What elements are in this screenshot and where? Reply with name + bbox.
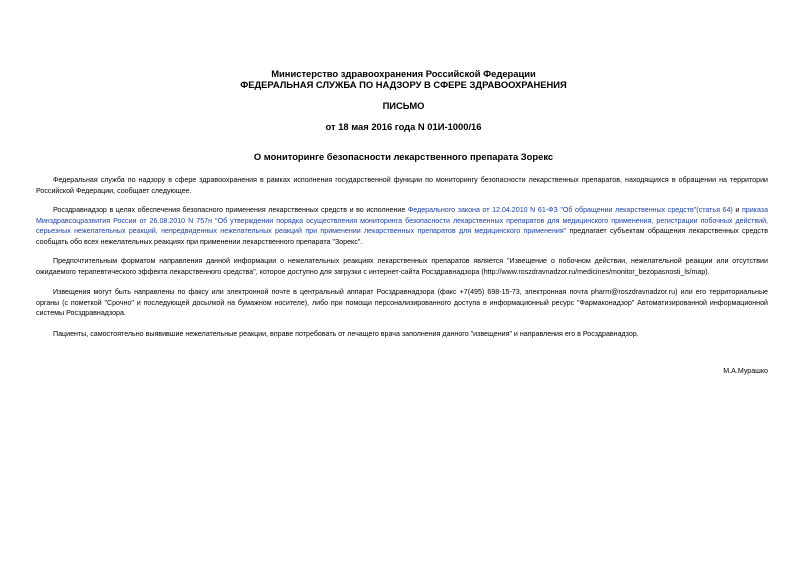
paragraph-2-text-2: и <box>732 206 742 214</box>
document-type: ПИСЬМО <box>382 100 425 111</box>
document-subject: О мониторинге безопасности лекарственного препарата Зорекс <box>253 151 554 162</box>
paragraph-5: Пациенты, самостоятельно выявившие нежелательные реакции, вправе потребовать от лечащего врача заполнения данного "извещения" и направления его в Росздравнадзор. <box>53 330 639 338</box>
order-link[interactable]: приказа Минздравсоцразвития России от 26.08.2010 N 757н "Об утверждении порядка осуществления мониторинга безопасности лекарственных препаратов для медицинского применения, регистрации побочных действий, серьезных нежелательных реакций, непредвиденных нежелательных реакций при применении лекарственных препаратов для медицинского применения" <box>36 206 769 236</box>
paragraph-2 <box>36 205 768 247</box>
paragraph-1: Федеральная служба по надзору в сфере здравоохранения в рамках исполнения государственной функции по мониторингу безопасности лекарственных препаратов, находящихся в обращении на территории Российской Федерации, сообщает следующее. <box>36 176 768 195</box>
service-name: ФЕДЕРАЛЬНАЯ СЛУЖБА ПО НАДЗОРУ В СФЕРЕ ЗДРАВООХРАНЕНИЯ <box>240 79 567 90</box>
paragraph-3: Предпочтительным форматом направления данной информации о нежелательных реакциях лекарственных препаратов является "Извещение о побочном действии, нежелательной реакции или отсутствии ожидаемого терапевтического эффекта лекарственного средства", которое доступно для загрузки с интернет-сайта Росздравнадзора (http://www.roszdravnadzor.ru/medicines/monitor_bezopasnosti_ls/map). <box>36 257 768 276</box>
document-date-number: от 18 мая 2016 года N 01И-1000/16 <box>325 121 482 132</box>
paragraph-2-text-3: предлагает субъектам обращения лекарственных средств сообщать обо всех нежелательных реакциях при применении лекарственного препарата "Зорекс". <box>36 227 768 246</box>
ministry-name: Министерство здравоохранения Российской Федерации <box>271 68 536 79</box>
paragraph-4: Извещения могут быть направлены по факсу или электронной почте в центральный аппарат Росздравнадзора (факс +7(495) 698-15-73, электронная почта pharm@roszdravnadzor.ru) или его территориальные органы (с пометкой "Срочно" и последующей досылкой на бумажном носителе), либо при помощи персонализированного доступа в информационный ресурс "Фармаконадзор" Автоматизированной информационной системы Росздравнадзора. <box>36 288 768 318</box>
paragraph-2-text-1: Росздравнадзор в целях обеспечения безопасного применения лекарственных средств и во исполнение <box>53 206 408 214</box>
federal-law-link[interactable]: Федерального закона от 12.04.2010 N 61-ФЗ "Об обращении лекарственных средств"(статья 64) <box>407 206 733 214</box>
signature: М.А.Мурашко <box>723 367 768 375</box>
